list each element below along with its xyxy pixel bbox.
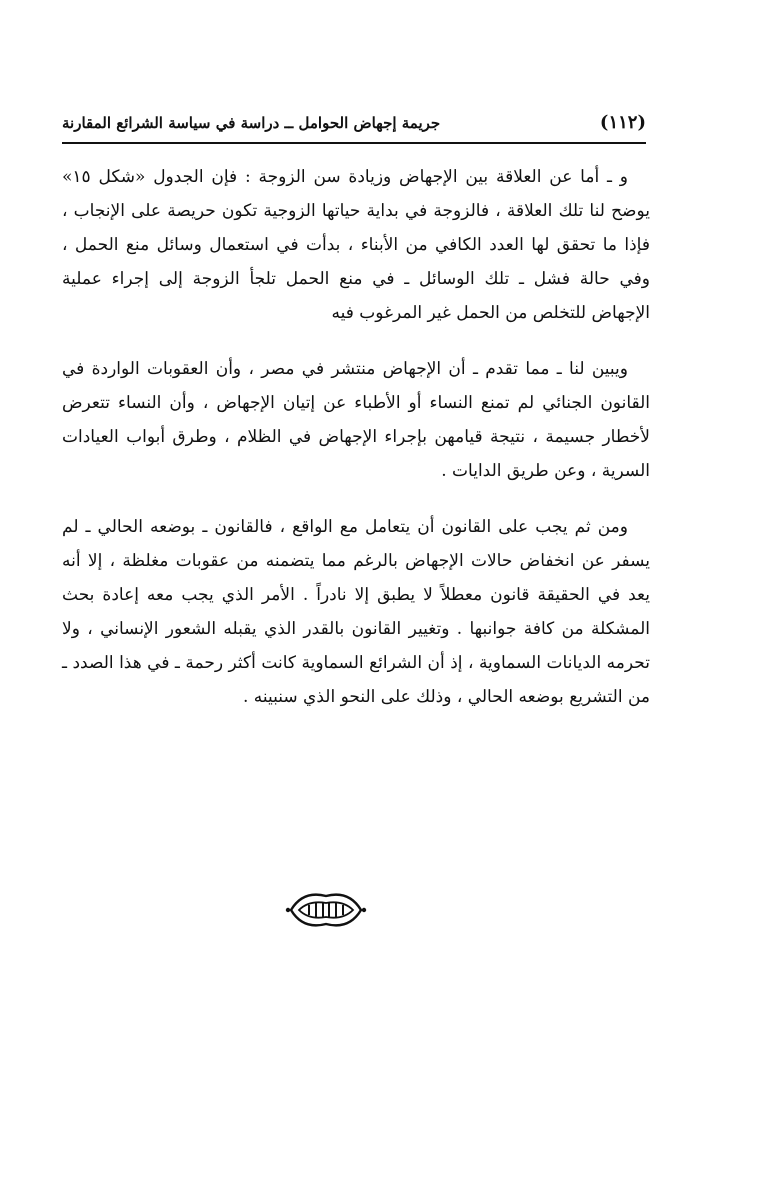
paragraph-2: ويبين لنا ـ مما تقدم ـ أن الإجهاض منتشر في مصر ، وأن العقوبات الواردة في القانون الجنائي لم تمنع النساء أو الأطباء عن إتيان الإجهاض ، وأن النساء تتعرض لأخطار جسيمة ، نتيجة قيامهن بإجراء الإجهاض في الظلام ، وطرق أبواب العيادات السرية ، وعن طريق الدايات . — [62, 359, 650, 481]
ornament-icon — [285, 888, 367, 932]
header-title: جريمة إجهاض الحوامل ــ دراسة في سياسة الشرائع المقارنة — [62, 114, 441, 132]
header-rule — [62, 142, 646, 144]
body-text — [62, 160, 650, 736]
paragraph-3: ومن ثم يجب على القانون أن يتعامل مع الواقع ، فالقانون ـ بوضعه الحالي ـ لم يسفر عن انخفاض حالات الإجهاض بالرغم مما يتضمنه من عقوبات مغلظة ، إلا أنه يعد في الحقيقة قانون معطلاً لا يطبق إلا نادراً . الأمر الذي يجب معه إعادة بحث المشكلة من كافة جوانبها . وتغيير القانون بالقدر الذي يقبله الشعور الإنساني ، ولا تحرمه الديانات السماوية ، إذ أن الشرائع السماوية كانت أكثر رحمة ـ في هذا الصدد ـ من التشريع بوضعه الحالي ، وذلك على النحو الذي سنبينه . — [62, 517, 650, 707]
page-number: (١١٢) — [599, 112, 646, 133]
paragraph-1: و ـ أما عن العلاقة بين الإجهاض وزيادة سن الزوجة : فإن الجدول «شكل ١٥» يوضح لنا تلك العلاقة ، فالزوجة في بداية حياتها الزوجية تكون حريصة على الإنجاب ، فإذا ما تحقق لها العدد الكافي من الأبناء ، بدأت في استعمال وسائل منع الحمل ، وفي حالة فشل ـ تلك الوسائل ـ في منع الحمل تلجأ الزوجة إلى إجراء عملية الإجهاض للتخلص من الحمل غير المرغوب فيه — [62, 167, 650, 323]
running-header — [62, 104, 646, 144]
